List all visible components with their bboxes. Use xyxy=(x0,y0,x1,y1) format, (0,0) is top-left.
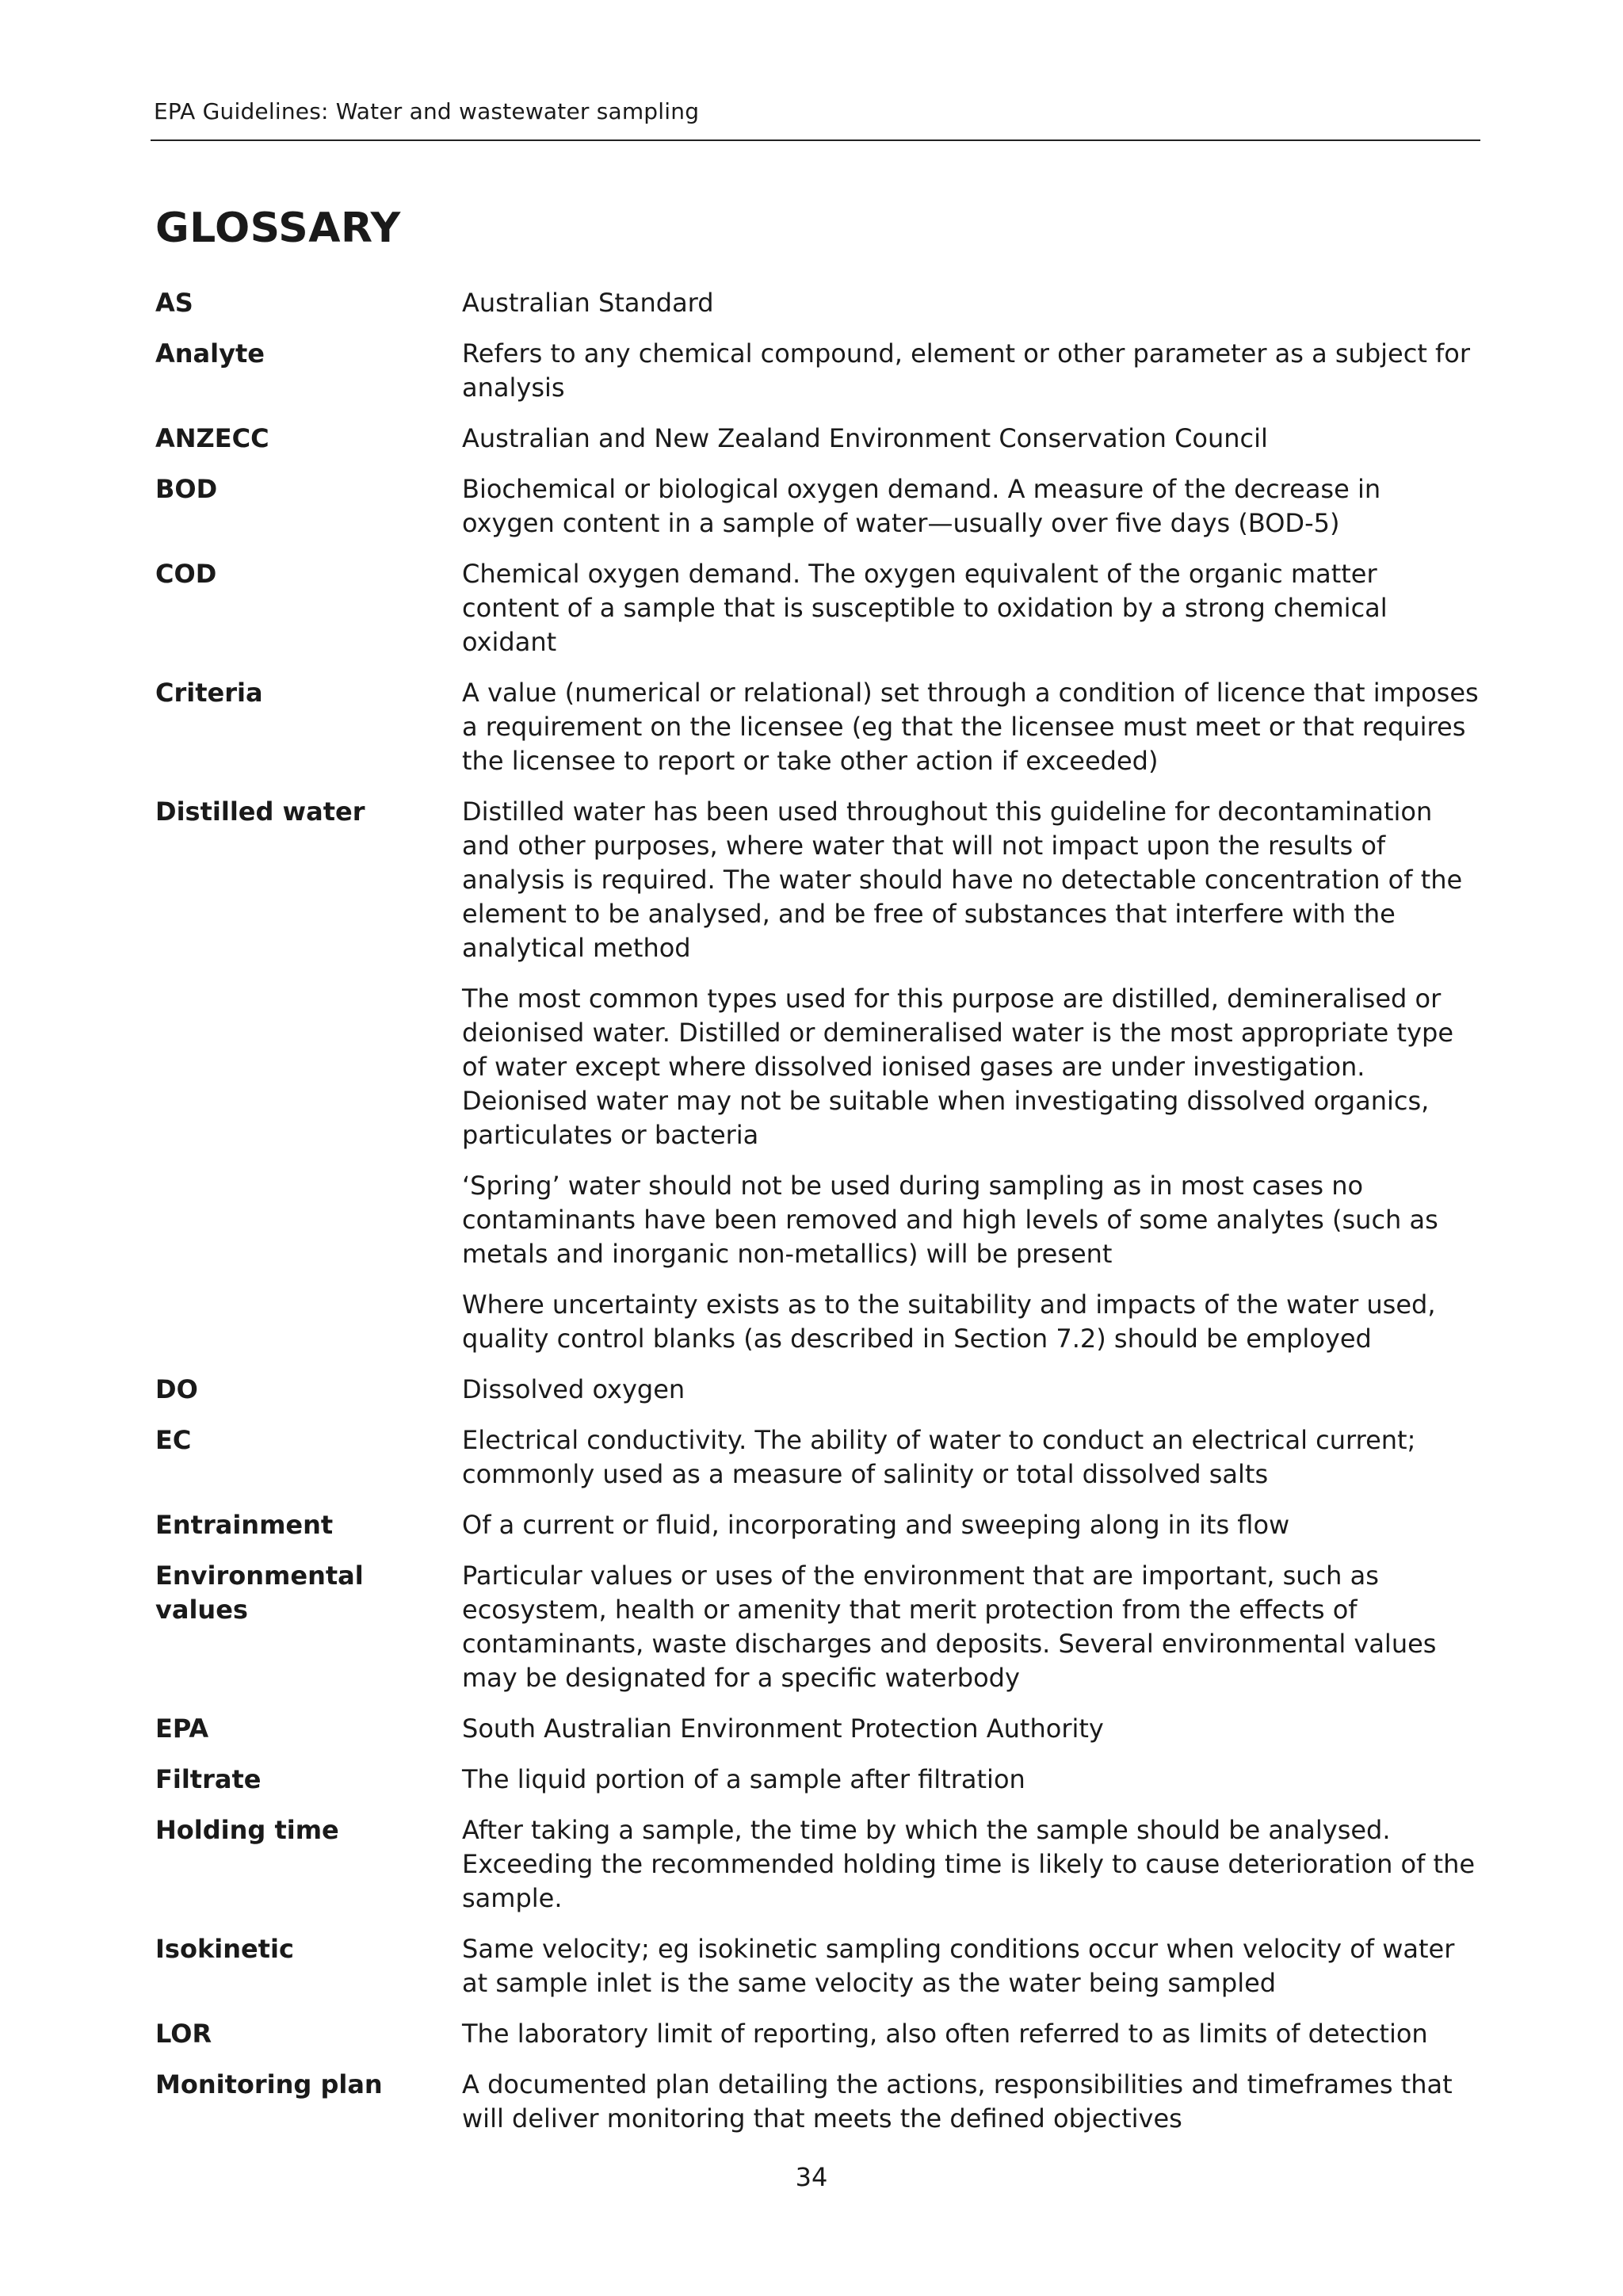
glossary-definitions xyxy=(462,422,1480,456)
glossary-term: Distilled water xyxy=(155,797,365,827)
glossary-entry xyxy=(155,1423,1480,1492)
glossary-term: Entrainment xyxy=(155,1510,334,1540)
glossary-definitions xyxy=(462,1813,1480,1916)
glossary-definition: Distilled water has been used throughout this guideline for decontamination and other purposes, where water that will not impact upon the results of analysis is required. The water should have no detectable concentration of the element to be analysed, and be free of substances that interfere with the analytical method xyxy=(462,797,1463,963)
glossary-definitions xyxy=(462,337,1480,405)
running-header: EPA Guidelines: Water and wastewater sampling xyxy=(154,98,700,124)
glossary-entry xyxy=(155,1712,1480,1746)
glossary-definition: Electrical conductivity. The ability of water to conduct an electrical current; commonly used as a measure of salinity or total dissolved salts xyxy=(462,1425,1416,1489)
glossary-definitions xyxy=(462,1932,1480,2000)
glossary-definition: ‘Spring’ water should not be used during sampling as in most cases no contaminants have been removed and high levels of some analytes (such as metals and inorganic non-metallics) will be present xyxy=(462,1171,1438,1269)
glossary-entry xyxy=(155,1813,1480,1916)
glossary-definitions xyxy=(462,472,1480,541)
glossary-list xyxy=(155,286,1480,2153)
glossary-entry xyxy=(155,1763,1480,1797)
page-number: 34 xyxy=(795,2162,828,2192)
glossary-term: BOD xyxy=(155,474,218,504)
glossary-entry xyxy=(155,1932,1480,2000)
glossary-entry xyxy=(155,286,1480,320)
glossary-entry xyxy=(155,1373,1480,1407)
glossary-term: Criteria xyxy=(155,678,263,708)
glossary-term: Environmental values xyxy=(155,1561,364,1625)
glossary-definition: Same velocity; eg isokinetic sampling conditions occur when velocity of water at sample inlet is the same velocity as the water being sampled xyxy=(462,1934,1455,1998)
glossary-entry xyxy=(155,1508,1480,1542)
glossary-entry xyxy=(155,2068,1480,2136)
glossary-definition: After taking a sample, the time by which the sample should be analysed. Exceeding the recommended holding time is likely to cause deterioration of the sample. xyxy=(462,1815,1476,1913)
glossary-entry xyxy=(155,472,1480,541)
glossary-definitions xyxy=(462,2017,1480,2051)
glossary-entry xyxy=(155,557,1480,659)
glossary-term: LOR xyxy=(155,2019,212,2049)
glossary-definitions xyxy=(462,286,1480,320)
glossary-definition: The liquid portion of a sample after filtration xyxy=(462,1764,1025,1794)
glossary-term: EPA xyxy=(155,1713,209,1744)
glossary-definitions xyxy=(462,795,1480,1356)
glossary-term: Monitoring plan xyxy=(155,2069,383,2099)
glossary-definition: Particular values or uses of the environment that are important, such as ecosystem, health or amenity that merit protection from the effects of contaminants, waste discharges and deposits. Several environmental values may be designated for a specific waterbody xyxy=(462,1561,1437,1693)
glossary-definitions xyxy=(462,557,1480,659)
glossary-definition: Australian and New Zealand Environment Conservation Council xyxy=(462,423,1268,453)
glossary-definition: Refers to any chemical compound, element or other parameter as a subject for analysis xyxy=(462,338,1471,403)
glossary-definition: Dissolved oxygen xyxy=(462,1374,685,1404)
glossary-term: DO xyxy=(155,1374,198,1404)
header-rule xyxy=(151,139,1480,141)
glossary-definition: Of a current or fluid, incorporating and sweeping along in its flow xyxy=(462,1510,1290,1540)
glossary-definition: The laboratory limit of reporting, also often referred to as limits of detection xyxy=(462,2019,1428,2049)
glossary-definition: Australian Standard xyxy=(462,288,714,318)
glossary-entry xyxy=(155,676,1480,778)
glossary-term: COD xyxy=(155,559,217,589)
glossary-term: AS xyxy=(155,288,193,318)
glossary-definitions xyxy=(462,2068,1480,2136)
glossary-term: Analyte xyxy=(155,338,265,369)
glossary-definitions xyxy=(462,1508,1480,1542)
page-title: GLOSSARY xyxy=(155,204,401,252)
glossary-definitions xyxy=(462,1712,1480,1746)
glossary-definition: Biochemical or biological oxygen demand. A measure of the decrease in oxygen content in a sample of water—usually over five days (BOD-5) xyxy=(462,474,1381,538)
glossary-entry xyxy=(155,2017,1480,2051)
glossary-definition: South Australian Environment Protection Authority xyxy=(462,1713,1104,1744)
glossary-entry xyxy=(155,422,1480,456)
glossary-definition: The most common types used for this purpose are distilled, demineralised or deionised water. Distilled or demineralised water is the most appropriate type of water except where dissolved ionised gases are under investigation. Deionised water may not be suitable when investigating dissolved organics, particulates or bacteria xyxy=(462,984,1454,1150)
glossary-term: Isokinetic xyxy=(155,1934,294,1964)
glossary-term: Filtrate xyxy=(155,1764,262,1794)
glossary-definitions xyxy=(462,1559,1480,1695)
glossary-definitions xyxy=(462,1763,1480,1797)
glossary-entry xyxy=(155,795,1480,1356)
glossary-definition: Where uncertainty exists as to the suitability and impacts of the water used, quality control blanks (as described in Section 7.2) should be employed xyxy=(462,1289,1436,1354)
glossary-term: Holding time xyxy=(155,1815,339,1845)
glossary-term: EC xyxy=(155,1425,192,1455)
glossary-term: ANZECC xyxy=(155,423,269,453)
glossary-definitions xyxy=(462,1373,1480,1407)
glossary-entry xyxy=(155,1559,1480,1695)
glossary-entry xyxy=(155,337,1480,405)
glossary-definitions xyxy=(462,1423,1480,1492)
glossary-definition: A documented plan detailing the actions, responsibilities and timeframes that will deliver monitoring that meets the defined objectives xyxy=(462,2069,1453,2134)
glossary-definitions xyxy=(462,676,1480,778)
glossary-definition: Chemical oxygen demand. The oxygen equivalent of the organic matter content of a sample that is susceptible to oxidation by a strong chemical oxidant xyxy=(462,559,1388,657)
glossary-definition: A value (numerical or relational) set through a condition of licence that imposes a requirement on the licensee (eg that the licensee must meet or that requires the licensee to report or take other action if exceeded) xyxy=(462,678,1479,776)
